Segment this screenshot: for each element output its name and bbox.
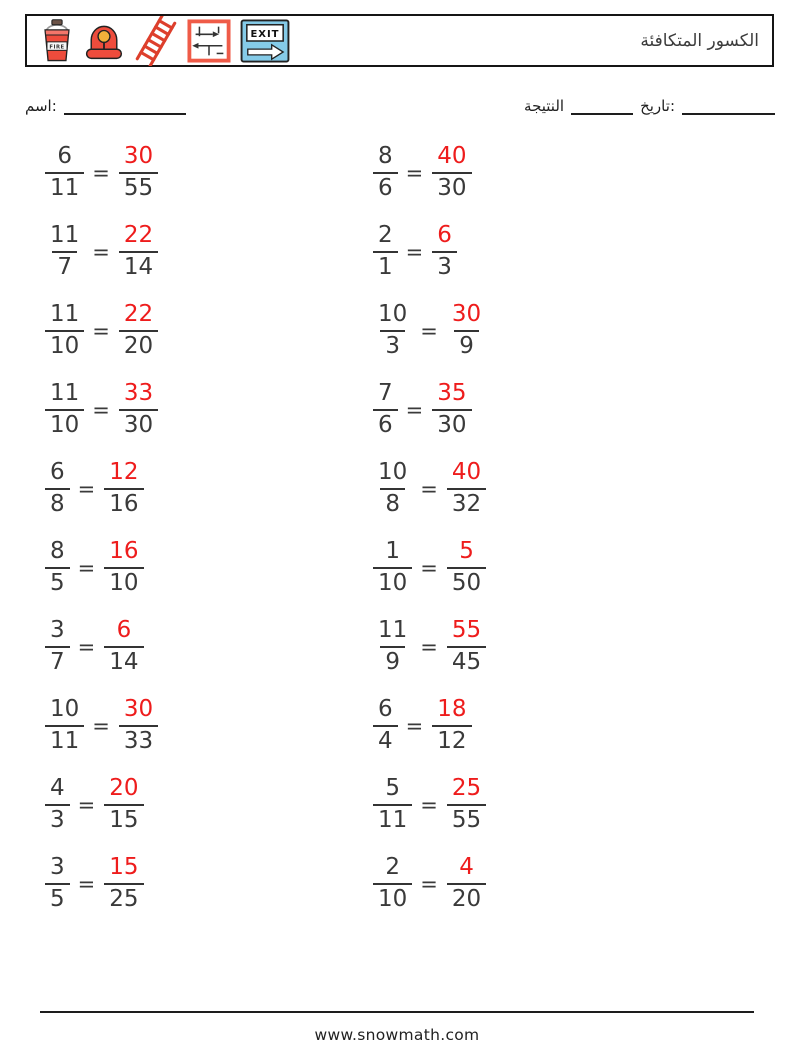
fraction-equation [373,370,701,449]
problem-fraction [373,618,412,675]
answer-denominator: 33 [119,725,158,754]
answer-fraction [104,460,143,517]
info-fields-row [25,91,775,115]
answer-denominator: 9 [454,330,479,359]
problem-fraction [45,776,70,833]
answer-numerator: 55 [451,617,482,644]
problem-fraction [373,302,412,359]
fraction-equation [45,686,373,765]
problems-column-left [45,133,373,923]
answer-numerator: 22 [123,222,154,249]
answer-numerator: 5 [459,538,474,565]
problem-fraction [45,539,70,596]
problem-denominator: 4 [373,725,398,754]
problem-numerator: 11 [378,617,408,644]
answer-numerator: 30 [123,696,154,723]
header [25,14,774,67]
problem-denominator: 11 [45,725,84,754]
problem-denominator: 3 [380,330,405,359]
fraction-equation [45,133,373,212]
problem-denominator: 11 [373,804,412,833]
equals-sign: = [420,318,438,343]
answer-denominator: 12 [432,725,471,754]
problem-numerator: 11 [50,301,80,328]
fraction-equation [373,133,701,212]
exit-sign-icon [240,19,290,63]
date-label: تاريخ: [640,97,675,115]
problem-denominator: 10 [45,330,84,359]
fraction-equation [373,686,701,765]
equals-sign: = [77,792,96,817]
fraction-equation [373,291,701,370]
problem-fraction [373,460,412,517]
problem-numerator: 7 [378,380,393,407]
equals-sign: = [405,239,424,264]
answer-denominator: 3 [432,251,457,280]
answer-fraction [104,855,143,912]
worksheet-title: الكسور المتكافئة [640,30,759,51]
fraction-equation [373,212,701,291]
svg-text:EXIT: EXIT [250,28,280,40]
result-label: النتيجة [524,97,565,115]
answer-denominator: 50 [447,567,486,596]
answer-numerator: 4 [459,854,474,881]
answer-denominator: 14 [104,646,143,675]
answer-numerator: 15 [109,854,139,881]
answer-denominator: 45 [447,646,486,675]
problem-numerator: 4 [50,775,65,802]
problem-numerator: 2 [385,854,400,881]
fraction-equation [45,449,373,528]
answer-fraction [432,223,457,280]
answer-denominator: 20 [119,330,158,359]
problem-numerator: 1 [385,538,400,565]
svg-text:FIRE: FIRE [49,43,65,50]
answer-fraction [447,539,486,596]
problem-denominator: 7 [52,251,77,280]
problem-fraction [373,144,398,201]
answer-numerator: 40 [451,459,482,486]
problem-fraction [373,697,398,754]
problem-fraction [45,144,84,201]
fraction-equation [45,370,373,449]
answer-fraction [104,618,143,675]
equals-sign: = [420,871,438,896]
answer-fraction [447,776,486,833]
answer-denominator: 10 [104,567,143,596]
answer-numerator: 30 [451,301,482,328]
answer-denominator: 30 [119,409,158,438]
fraction-equation [45,291,373,370]
problem-denominator: 11 [45,172,84,201]
problem-numerator: 6 [378,696,393,723]
equals-sign: = [420,792,438,817]
fraction-equation [45,528,373,607]
answer-denominator: 32 [447,488,486,517]
fire-bucket-icon [40,18,74,64]
answer-numerator: 30 [123,143,154,170]
equals-sign: = [77,871,96,896]
fraction-equation [373,607,701,686]
problem-fraction [373,223,398,280]
problem-numerator: 3 [50,617,65,644]
answer-fraction [432,697,471,754]
problem-fraction [45,697,84,754]
equals-sign: = [92,713,110,738]
answer-denominator: 15 [104,804,143,833]
problem-numerator: 10 [378,301,408,328]
problem-numerator: 2 [378,222,393,249]
answer-fraction [119,223,158,280]
problem-denominator: 8 [45,488,70,517]
answer-numerator: 40 [437,143,467,170]
answer-fraction [104,776,143,833]
answer-denominator: 55 [119,172,158,201]
fraction-equation [373,844,701,923]
answer-numerator: 22 [123,301,154,328]
equals-sign: = [405,713,424,738]
problem-numerator: 3 [50,854,65,881]
problem-fraction [45,223,84,280]
answer-numerator: 16 [109,538,139,565]
answer-fraction [432,144,471,201]
fire-alarm-icon [83,20,125,62]
answer-denominator: 55 [447,804,486,833]
problem-denominator: 10 [373,567,412,596]
problem-denominator: 6 [373,172,398,201]
problem-numerator: 10 [50,696,80,723]
answer-denominator: 20 [447,883,486,912]
answer-fraction [447,618,486,675]
answer-numerator: 18 [437,696,467,723]
answer-fraction [447,855,486,912]
problem-numerator: 6 [50,459,65,486]
answer-denominator: 25 [104,883,143,912]
problem-denominator: 8 [380,488,405,517]
answer-denominator: 14 [119,251,158,280]
answer-fraction [104,539,143,596]
answer-numerator: 20 [109,775,139,802]
fraction-equation [45,844,373,923]
answer-numerator: 6 [437,222,452,249]
problem-denominator: 3 [45,804,70,833]
equals-sign: = [92,239,110,264]
problem-fraction [373,539,412,596]
answer-fraction [447,302,486,359]
problem-denominator: 7 [45,646,70,675]
equals-sign: = [405,397,424,422]
equals-sign: = [420,555,438,580]
fraction-equation [373,528,701,607]
equals-sign: = [420,634,438,659]
footer-url[interactable]: www.snowmath.com [314,1026,480,1044]
answer-fraction [119,697,158,754]
evacuation-plan-icon [187,19,231,63]
problem-numerator: 8 [378,143,393,170]
name-label: اسم: [25,97,57,115]
answer-fraction [119,144,158,201]
equals-sign: = [92,397,110,422]
equals-sign: = [77,634,96,659]
answer-numerator: 35 [437,380,467,407]
fraction-equation [45,212,373,291]
equals-sign: = [405,160,424,185]
answer-fraction [447,460,486,517]
fraction-equation [373,765,701,844]
problem-denominator: 9 [380,646,405,675]
problem-denominator: 1 [373,251,398,280]
name-field-group [25,99,186,115]
answer-numerator: 6 [116,617,132,644]
date-blank-line [682,101,775,115]
result-date-group [524,99,775,115]
fire-safety-icons [40,16,290,66]
footer-divider [40,1011,754,1013]
problem-denominator: 5 [45,567,70,596]
problem-fraction [373,776,412,833]
problem-numerator: 11 [50,222,80,249]
fraction-equation [373,449,701,528]
problem-numerator: 5 [385,775,400,802]
answer-denominator: 30 [432,172,471,201]
problem-denominator: 10 [45,409,84,438]
problem-fraction [45,618,70,675]
equals-sign: = [77,555,96,580]
problem-fraction [45,302,84,359]
problem-denominator: 5 [45,883,70,912]
problem-fraction [45,381,84,438]
equals-sign: = [92,160,110,185]
problem-fraction [45,855,70,912]
problem-numerator: 8 [50,538,65,565]
name-blank-line [64,101,186,115]
fraction-equation [45,765,373,844]
answer-numerator: 12 [109,459,139,486]
problem-fraction [45,460,70,517]
problem-denominator: 6 [373,409,398,438]
fraction-equation [45,607,373,686]
answer-numerator: 33 [123,380,154,407]
answer-fraction [119,302,158,359]
answer-numerator: 25 [451,775,482,802]
problem-fraction [373,381,398,438]
equals-sign: = [92,318,110,343]
problems-column-right [373,133,701,923]
result-blank-line [571,101,633,115]
problem-numerator: 10 [378,459,408,486]
equals-sign: = [77,476,96,501]
problem-fraction [373,855,412,912]
equals-sign: = [420,476,438,501]
problem-denominator: 10 [373,883,412,912]
answer-denominator: 16 [104,488,143,517]
answer-denominator: 30 [432,409,471,438]
problems-grid [45,133,701,923]
answer-fraction [432,381,471,438]
problem-numerator: 11 [50,380,80,407]
ladder-icon [134,16,178,66]
answer-fraction [119,381,158,438]
problem-numerator: 6 [57,143,72,170]
